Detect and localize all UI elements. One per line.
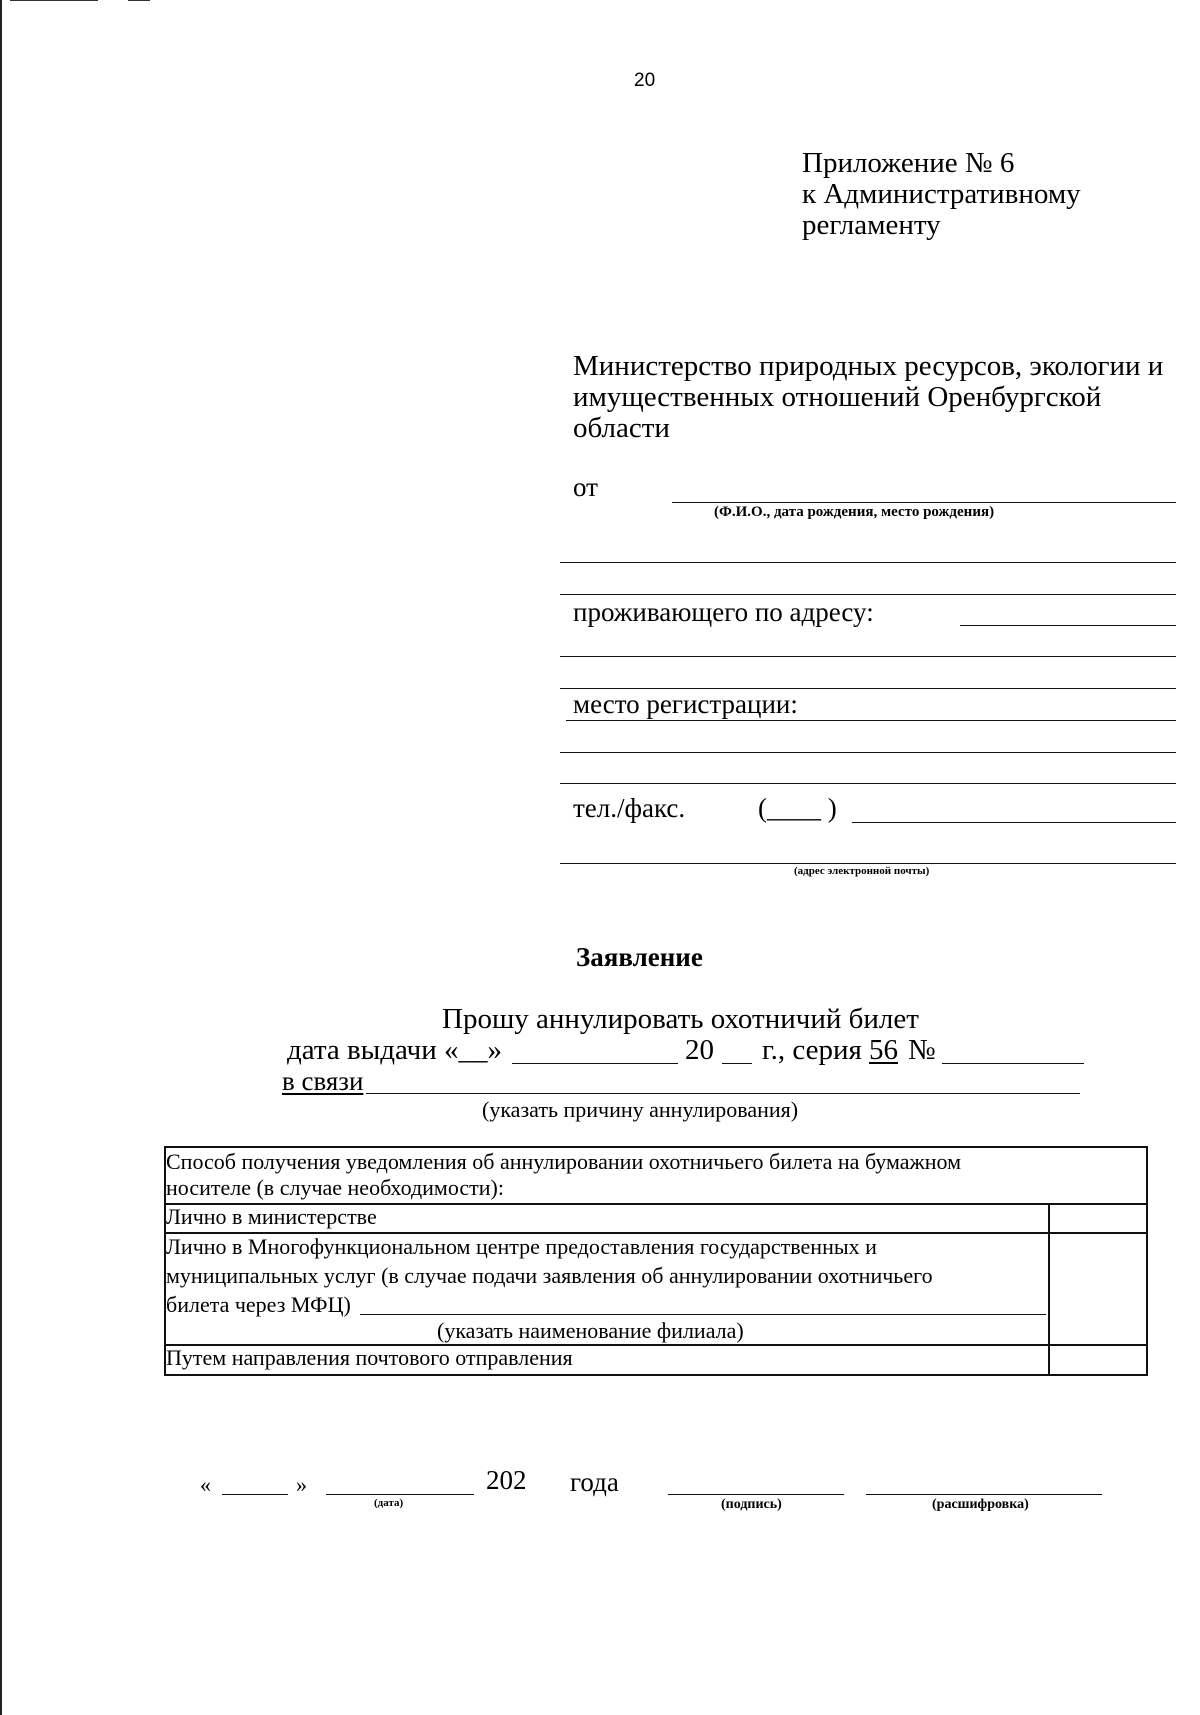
statement-title: Заявление bbox=[576, 942, 703, 972]
day-field[interactable] bbox=[222, 1494, 288, 1495]
year-prefix: 20 bbox=[685, 1034, 714, 1066]
date-caption: (дата) bbox=[374, 1497, 404, 1509]
appendix-line: Приложение № 6 bbox=[802, 147, 1015, 179]
option-post-checkbox[interactable] bbox=[1050, 1346, 1146, 1374]
table-header-line: носителе (в случае необходимости): bbox=[166, 1175, 504, 1200]
mfc-branch-caption: (указать наименование филиала) bbox=[437, 1318, 744, 1343]
scan-mark bbox=[10, 0, 98, 1]
phone-code: (____ ) bbox=[758, 793, 837, 823]
issue-month-field[interactable] bbox=[512, 1063, 678, 1064]
addressee-block bbox=[573, 351, 1163, 444]
option-mfc-line: билета через МФЦ) bbox=[166, 1292, 351, 1317]
signature-field[interactable] bbox=[668, 1494, 844, 1495]
request-text: Прошу аннулировать охотничий билет bbox=[442, 1003, 919, 1035]
from-label: от bbox=[573, 472, 598, 502]
address-field[interactable] bbox=[960, 625, 1176, 626]
reason-field[interactable] bbox=[366, 1093, 1080, 1094]
reason-label: в связи bbox=[282, 1066, 364, 1096]
phone-field[interactable] bbox=[852, 822, 1176, 823]
registration-field-line[interactable] bbox=[560, 783, 1176, 784]
year-prefix-signature: 202 bbox=[486, 1465, 527, 1495]
option-post: Путем направления почтового отправления bbox=[166, 1345, 573, 1370]
date-field[interactable] bbox=[326, 1494, 474, 1495]
addressee-line: области bbox=[573, 412, 670, 444]
registration-field[interactable] bbox=[566, 720, 1176, 721]
page-number: 20 bbox=[634, 70, 656, 91]
scan-mark bbox=[0, 0, 2, 1715]
date-quote-open: « bbox=[200, 1472, 211, 1497]
appendix-line: регламенту bbox=[802, 209, 941, 241]
option-mfc-line: муниципальных услуг (в случае подачи заявления об аннулировании охотничьего bbox=[166, 1263, 933, 1288]
addressee-line: имущественных отношений Оренбургской bbox=[573, 381, 1102, 413]
issue-date-prefix: дата выдачи «__» bbox=[287, 1034, 503, 1066]
year-suffix: г., серия bbox=[762, 1034, 862, 1066]
registration-label: место регистрации: bbox=[573, 689, 798, 719]
mfc-branch-field[interactable] bbox=[360, 1314, 1046, 1315]
table-header-line: Способ получения уведомления об аннулировании охотничьего билета на бумажном bbox=[166, 1149, 962, 1174]
option-in-ministry: Лично в министерстве bbox=[166, 1204, 377, 1229]
appendix-block bbox=[802, 148, 1081, 241]
number-sign: № bbox=[908, 1034, 936, 1066]
reason-caption: (указать причину аннулирования) bbox=[482, 1097, 799, 1122]
decoding-caption: (расшифровка) bbox=[932, 1497, 1029, 1512]
address-field-line[interactable] bbox=[560, 656, 1176, 657]
series-value: 56 bbox=[869, 1034, 898, 1066]
fio-field-line[interactable] bbox=[560, 562, 1176, 563]
year-word: года bbox=[570, 1467, 619, 1497]
ticket-number-field[interactable] bbox=[942, 1063, 1084, 1064]
option-mfc-checkbox[interactable] bbox=[1050, 1234, 1146, 1343]
date-quote-close: » bbox=[296, 1472, 307, 1497]
decoding-field[interactable] bbox=[866, 1494, 1102, 1495]
email-field[interactable] bbox=[560, 863, 1176, 864]
fio-field-line[interactable] bbox=[560, 594, 1176, 595]
fio-field[interactable] bbox=[672, 502, 1176, 503]
option-in-ministry-checkbox[interactable] bbox=[1050, 1205, 1146, 1231]
year-field[interactable] bbox=[722, 1063, 752, 1064]
signature-caption: (подпись) bbox=[721, 1497, 782, 1512]
phone-label: тел./факс. bbox=[573, 793, 686, 823]
addressee-line: Министерство природных ресурсов, экологии и bbox=[573, 350, 1164, 382]
scan-mark bbox=[128, 0, 150, 1]
email-caption: (адрес электронной почты) bbox=[794, 865, 930, 877]
fio-caption: (Ф.И.О., дата рождения, место рождения) bbox=[714, 504, 995, 520]
option-mfc-line: Лично в Многофункциональном центре предоставления государственных и bbox=[166, 1234, 877, 1259]
address-label: проживающего по адресу: bbox=[573, 597, 874, 627]
registration-field-line[interactable] bbox=[560, 752, 1176, 753]
appendix-line: к Административному bbox=[802, 178, 1081, 210]
